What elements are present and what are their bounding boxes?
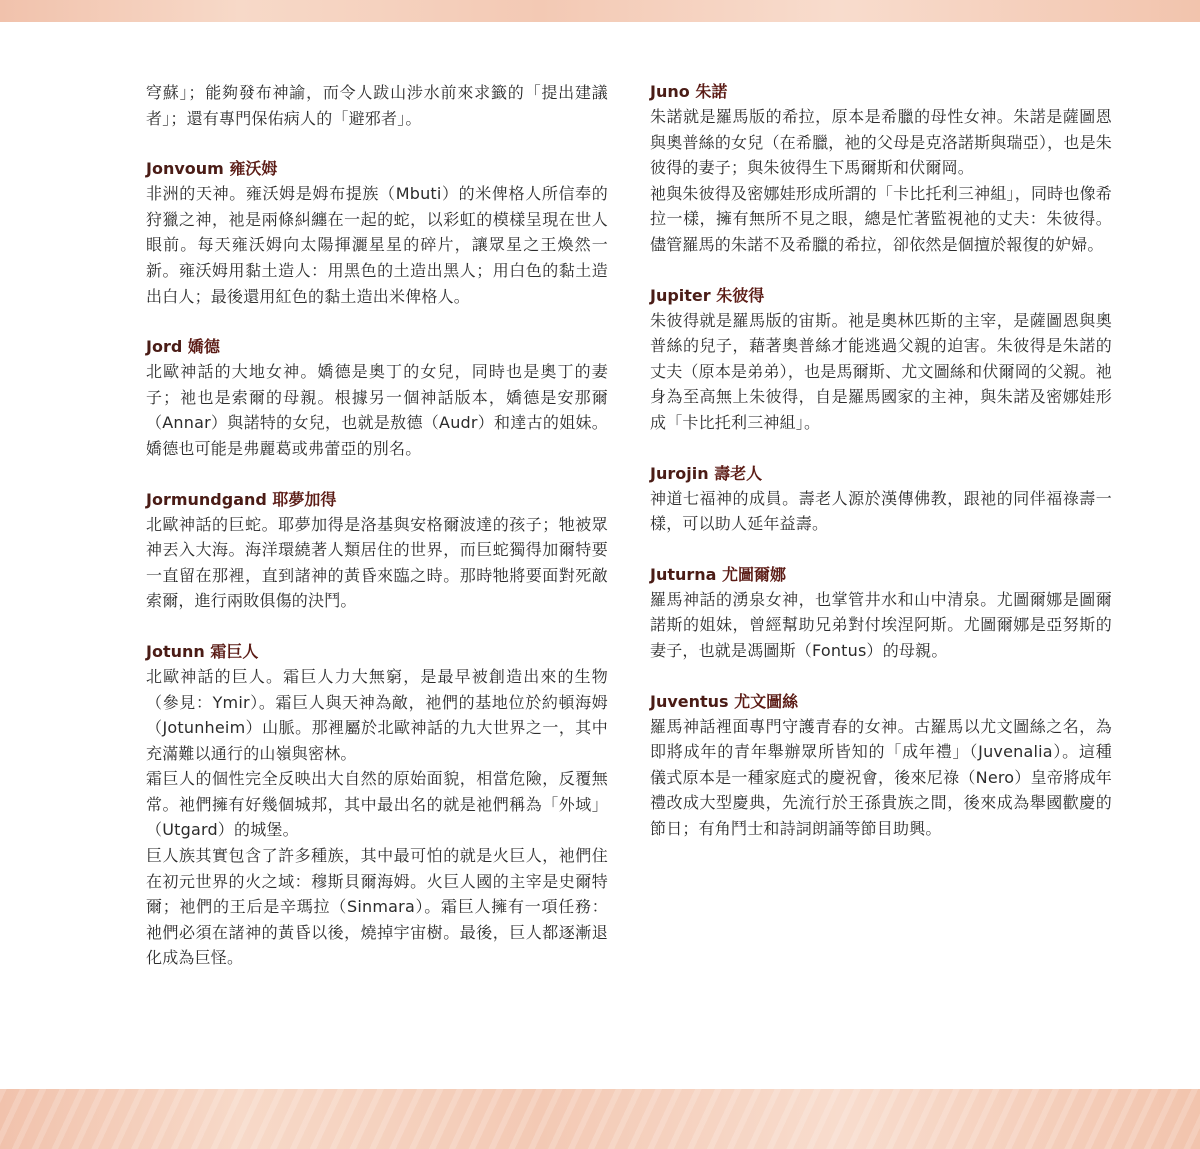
entry-paragraph: 北歐神話的大地女神。嬌德是奧丁的女兒，同時也是奧丁的妻子；祂也是索爾的母親。根據另一個神話版本，嬌德是安那爾（Annar）與諾特的女兒，也就是敖德（Audr）和達古的姐妹。嬌德也可能是弗麗葛或弗蕾亞的別名。	[146, 362, 608, 458]
entry-chinese-name: 朱諾	[695, 82, 728, 101]
entry-paragraph: 北歐神話的巨人。霜巨人力大無窮，是最早被創造出來的生物（參見：Ymir）。霜巨人與天神為敵，祂們的基地位於約頓海姆（Jotunheim）山脈。那裡屬於北歐神話的九大世界之一，其中充滿難以通行的山嶺與密林。	[146, 666, 608, 763]
intro-continuation	[146, 80, 608, 131]
entry-juturna	[650, 563, 1112, 664]
left-column	[146, 80, 608, 997]
entry-paragraph: 霜巨人的個性完全反映出大自然的原始面貌，相當危險，反覆無常。祂們擁有好幾個城邦，其中最出名的就是祂們稱為「外域」（Utgard）的城堡。	[146, 769, 608, 840]
entry-chinese-name: 尤圖爾娜	[722, 564, 787, 584]
entry-latin-name: Juturna	[650, 564, 717, 584]
entry-heading	[650, 80, 1112, 104]
entry-heading	[146, 335, 608, 359]
entry-paragraph: 朱彼得就是羅馬版的宙斯。祂是奧林匹斯的主宰，是薩圖恩與奧普絲的兒子，藉著奧普絲才能逃過父親的迫害。朱彼得是朱諾的丈夫（原本是弟弟），也是馬爾斯、尤文圖絲和伏爾岡的父親。祂身為至高無上朱彼得，自是羅馬國家的主神，與朱諾及密娜娃形成「卡比托利三神組」。	[650, 310, 1112, 432]
entry-chinese-name: 尤文圖絲	[734, 691, 799, 711]
entry-latin-name: Jurojin	[650, 463, 709, 483]
entry-paragraph: 羅馬神話裡面專門守護青春的女神。古羅馬以尤文圖絲之名，為即將成年的青年舉辦眾所皆知的「成年禮」（Juvenalia）。這種儀式原本是一種家庭式的慶祝會，後來尼祿（Nero）皇帝將成年禮改成大型慶典，先流行於王孫貴族之間，後來成為舉國歡慶的節日；有角鬥士和詩詞朗誦等節目助興。	[650, 716, 1112, 838]
entry-jurojin	[650, 462, 1112, 537]
entry-latin-name: Jord	[146, 337, 183, 357]
entry-heading	[650, 284, 1112, 308]
entry-latin-name: Jonvoum	[146, 159, 224, 179]
entry-heading	[650, 563, 1112, 587]
entry-heading	[650, 462, 1112, 486]
entry-paragraph: 羅馬神話的湧泉女神，也掌管井水和山中清泉。尤圖爾娜是圖爾諾斯的姐妹，曾經幫助兄弟對付埃涅阿斯。尤圖爾娜是亞努斯的妻子，也就是馮圖斯（Fontus）的母親。	[650, 589, 1112, 660]
entry-paragraph: 神道七福神的成員。壽老人源於漢傳佛教，跟祂的同伴福祿壽一樣，可以助人延年益壽。	[650, 488, 1112, 534]
entry-chinese-name: 壽老人	[714, 463, 763, 483]
entry-paragraph: 非洲的天神。雍沃姆是姆布提族（Mbuti）的米俾格人所信奉的狩獵之神，祂是兩條糾纏在一起的蛇，以彩虹的模樣呈現在世人眼前。每天雍沃姆向太陽揮灑星星的碎片，讓眾星之王煥然一新。雍沃姆用黏土造人：用黑色的土造出黑人；用白色的黏土造出白人；最後還用紅色的黏土造出米俾格人。	[146, 184, 608, 306]
entry-jord	[146, 335, 608, 461]
entry-heading	[146, 157, 608, 181]
right-column	[650, 80, 1112, 867]
entry-chinese-name: 朱彼得	[716, 285, 765, 305]
entry-heading	[146, 640, 608, 664]
entry-juventus	[650, 690, 1112, 842]
entry-paragraph: 祂與朱彼得及密娜娃形成所謂的「卡比托利三神組」，同時也像希拉一樣，擁有無所不見之眼，總是忙著監視祂的丈夫：朱彼得。儘管羅馬的朱諾不及希臘的希拉，卻依然是個擅於報復的妒婦。	[650, 183, 1112, 254]
entry-chinese-name: 嬌德	[187, 337, 220, 357]
entry-juno	[650, 80, 1112, 258]
entry-latin-name: Jormundgand	[146, 489, 267, 509]
entry-jotunn	[146, 640, 608, 971]
entry-paragraph: 北歐神話的巨蛇。耶夢加得是洛基與安格爾波達的孩子；牠被眾神丟入大海。海洋環繞著人類居住的世界，而巨蛇獨得加爾特要一直留在那裡，直到諸神的黃昏來臨之時。那時牠將要面對死敵索爾，進行兩敗俱傷的決鬥。	[146, 514, 608, 611]
entry-paragraph: 巨人族其實包含了許多種族，其中最可怕的就是火巨人，祂們住在初元世界的火之域：穆斯貝爾海姆。火巨人國的主宰是史爾特爾；祂們的王后是辛瑪拉（Sinmara）。霜巨人擁有一項任務：祂們必須在諸神的黃昏以後，燒掉宇宙樹。最後，巨人都逐漸退化成為巨怪。	[146, 846, 608, 968]
entry-latin-name: Juno	[650, 82, 690, 101]
entry-paragraph: 穹蘇」；能夠發布神諭，而令人跋山涉水前來求籤的「提出建議者」；還有專門保佑病人的「避邪者」。	[146, 83, 608, 128]
entry-jupiter	[650, 284, 1112, 436]
entry-latin-name: Juventus	[650, 691, 729, 711]
entry-paragraph: 朱諾就是羅馬版的希拉，原本是希臘的母性女神。朱諾是薩圖恩與奧普絲的女兒（在希臘，祂的父母是克洛諾斯與瑞亞），也是朱彼得的妻子；與朱彼得生下馬爾斯和伏爾岡。	[650, 107, 1112, 178]
entry-heading	[146, 488, 608, 512]
top-decorative-band	[0, 0, 1200, 22]
entry-chinese-name: 霜巨人	[210, 641, 259, 661]
entry-latin-name: Jupiter	[650, 285, 711, 305]
entry-jonvoum	[146, 157, 608, 309]
entry-jormundgand	[146, 488, 608, 614]
entry-chinese-name: 雍沃姆	[229, 159, 278, 179]
entry-heading	[650, 690, 1112, 714]
entry-chinese-name: 耶夢加得	[272, 489, 337, 509]
bottom-decorative-band	[0, 1089, 1200, 1149]
entry-latin-name: Jotunn	[146, 641, 205, 661]
